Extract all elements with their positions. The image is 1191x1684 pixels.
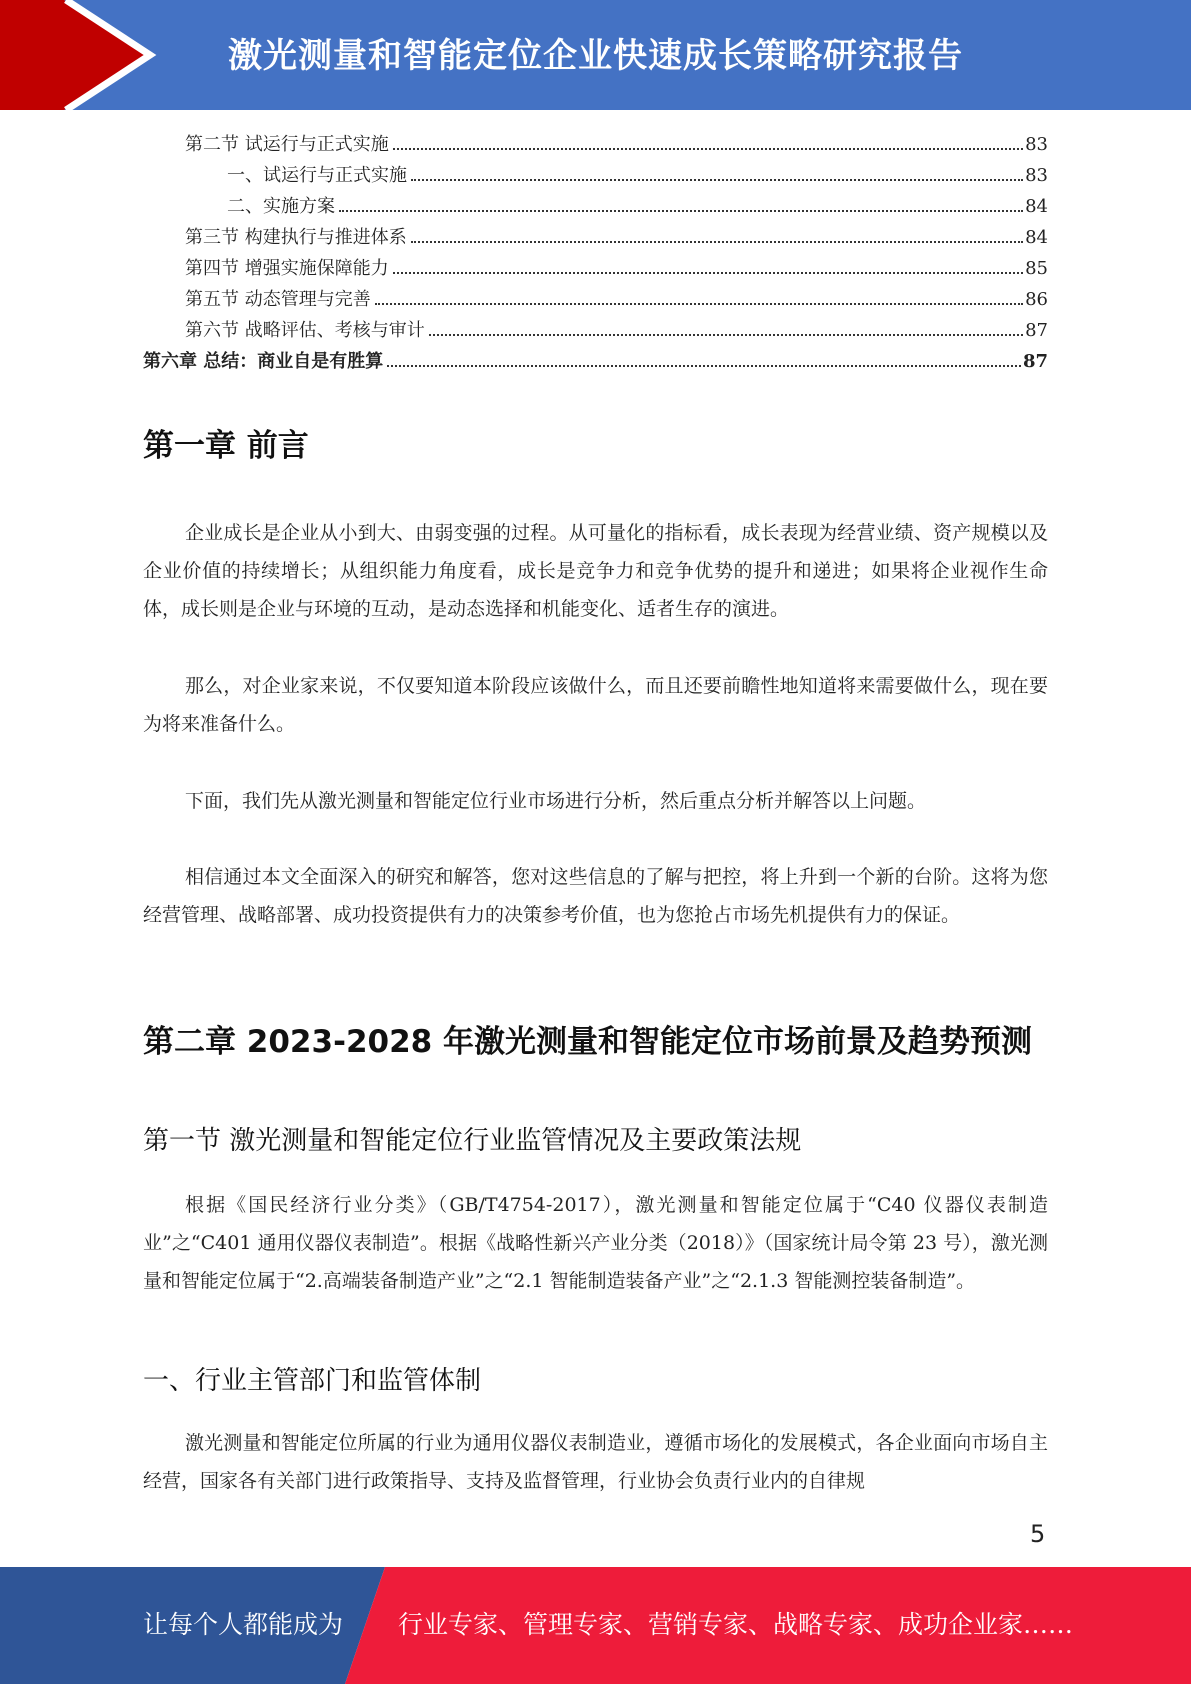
subsection-1-heading: 一、行业主管部门和监管体制 <box>143 1366 482 1396</box>
toc-entry-page: 85 <box>1025 258 1048 279</box>
header-arrow-decoration <box>0 0 160 110</box>
toc-leader-dots <box>339 210 1023 212</box>
toc-entry-label: 第六章 总结：商业自是有胜算 <box>143 351 384 372</box>
table-of-contents <box>143 130 1048 378</box>
toc-entry-chapter[interactable] <box>143 347 1048 378</box>
toc-leader-dots <box>387 365 1021 367</box>
toc-entry[interactable] <box>143 223 1048 254</box>
toc-entry-label: 第四节 增强实施保障能力 <box>185 258 389 279</box>
footer-slogan-right: 行业专家、管理专家、营销专家、战略专家、成功企业家…… <box>398 1610 1074 1639</box>
toc-entry[interactable] <box>143 316 1048 347</box>
toc-entry-page: 86 <box>1025 289 1048 310</box>
page-number: 5 <box>1030 1520 1046 1548</box>
toc-entry-page: 87 <box>1025 320 1048 341</box>
chapter-1-paragraph-3: 下面，我们先从激光测量和智能定位行业市场进行分析，然后重点分析并解答以上问题。 <box>185 790 927 812</box>
toc-entry-page: 87 <box>1022 351 1048 372</box>
toc-entry-page: 83 <box>1025 134 1048 155</box>
toc-leader-dots <box>393 148 1023 150</box>
section-1-heading: 第一节 激光测量和智能定位行业监管情况及主要政策法规 <box>143 1126 802 1156</box>
toc-entry[interactable] <box>143 130 1048 161</box>
section-1-paragraph: 根据《国民经济行业分类》（GB/T4754-2017），激光测量和智能定位属于“C40 仪器仪表制造业”之“C401 通用仪器仪表制造”。根据《战略性新兴产业分类（2018）》（国家统计局令第 23 号），激光测量和智能定位属于“2.高端装备制造产业”之“2.1 智能制造装备产业”之“2.1.3 智能测控装备制造”。 <box>143 1194 1048 1292</box>
toc-entry-page: 83 <box>1025 165 1048 186</box>
toc-entry[interactable] <box>143 285 1048 316</box>
toc-leader-dots <box>375 303 1023 305</box>
toc-entry-page: 84 <box>1025 196 1048 217</box>
report-title: 激光测量和智能定位企业快速成长策略研究报告 <box>228 36 963 76</box>
chapter-2-heading: 第二章 2023-2028 年激光测量和智能定位市场前景及趋势预测 <box>143 1024 1033 1060</box>
footer-slogan-left: 让每个人都能成为 <box>143 1610 344 1639</box>
page-header <box>0 0 1191 110</box>
toc-leader-dots <box>411 241 1023 243</box>
toc-entry[interactable] <box>143 254 1048 285</box>
toc-entry[interactable] <box>143 161 1048 192</box>
toc-entry-label: 第二节 试运行与正式实施 <box>185 134 389 155</box>
toc-leader-dots <box>429 334 1023 336</box>
toc-entry-label: 第三节 构建执行与推进体系 <box>185 227 407 248</box>
toc-leader-dots <box>393 272 1023 274</box>
subsection-1-paragraph: 激光测量和智能定位所属的行业为通用仪器仪表制造业，遵循市场化的发展模式，各企业面向市场自主经营，国家各有关部门进行政策指导、支持及监督管理，行业协会负责行业内的自律规 <box>143 1432 1048 1492</box>
toc-entry-label: 第五节 动态管理与完善 <box>185 289 371 310</box>
chapter-1-heading: 第一章 前言 <box>143 428 309 464</box>
page-footer <box>0 1567 1191 1684</box>
toc-entry-label: 一、试运行与正式实施 <box>227 165 407 186</box>
chapter-1-paragraph-2: 那么，对企业家来说，不仅要知道本阶段应该做什么，而且还要前瞻性地知道将来需要做什么，现在要为将来准备什么。 <box>143 675 1048 735</box>
toc-entry-page: 84 <box>1025 227 1048 248</box>
toc-entry-label: 二、实施方案 <box>227 196 335 217</box>
toc-leader-dots <box>411 179 1023 181</box>
toc-entry-label: 第六节 战略评估、考核与审计 <box>185 320 425 341</box>
chapter-1-paragraph-1: 企业成长是企业从小到大、由弱变强的过程。从可量化的指标看，成长表现为经营业绩、资产规模以及企业价值的持续增长；从组织能力角度看，成长是竞争力和竞争优势的提升和递进；如果将企业视作生命体，成长则是企业与环境的互动，是动态选择和机能变化、适者生存的演进。 <box>143 522 1048 620</box>
toc-entry[interactable] <box>143 192 1048 223</box>
chapter-1-paragraph-4: 相信通过本文全面深入的研究和解答，您对这些信息的了解与把控，将上升到一个新的台阶。这将为您经营管理、战略部署、成功投资提供有力的决策参考价值，也为您抢占市场先机提供有力的保证。 <box>143 866 1048 926</box>
